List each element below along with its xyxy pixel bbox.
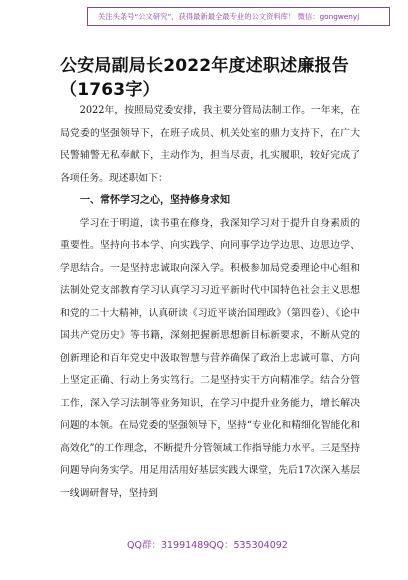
footer-qq-group: QQ群：31991489 [127, 540, 210, 551]
title-line-2: （1763字） [60, 80, 160, 100]
section-paragraph-1: 学习在于明道，读书重在修身，我深知学习对于提升自身素质的重要性。坚持向书本学、向实践学、向同事学边学边思、边思边学、学思结合。一是坚持忠诚取向深入学。积极参加局党委理论中心组和法制处党支部教育学习认真学习习近平新时代中国特色社会主义思想和党的二十大精神，认真研读《习近平谈治国理政》（第四卷）、《论中国共产党历史》等书籍，深刻把握新思想新目标新要求，不断从党的创新理论和百年党史中汲取智慧与营养确保了政治上忠诚可靠、方向上坚定正确、行动上务实笃行。二是坚持实干方向精准学。结合分管工作，深入学习法制等业务知识，在学习中提升业务能力，增长解决问题的本领。在局党委的坚强领导下，坚持“专业化和精细化智能化和高效化”的工作理念，不断提升分管领域工作指导能力水平。三是坚持问题导向务实学。用足用活用好基层实践大课堂，先后17次深入基层一线调研督导，坚持到 [60, 217, 360, 499]
title-line-1: 公安局副局长2022年度述职述廉报告 [60, 56, 349, 76]
section-heading-1: 一、常怀学习之心，坚持修身求知 [80, 195, 230, 206]
document-title [60, 54, 360, 102]
intro-paragraph: 2022年，按照局党委安排，我主要分管局法制工作。一年来，在局党委的坚强领导下，在班子成员、机关处室的鼎力支持下，在广大民警辅警无私奉献下，主动作为，担当尽责，扎实履职，较好完成了各项任务。现述职如下： [60, 105, 360, 184]
document-body [60, 100, 360, 505]
top-banner: 关注头条号“公文研究”，获得最新最全最专业的公文资料库！ 微信：gongwenyj [87, 7, 390, 26]
footer-qq: QQ：535304092 [209, 540, 288, 551]
